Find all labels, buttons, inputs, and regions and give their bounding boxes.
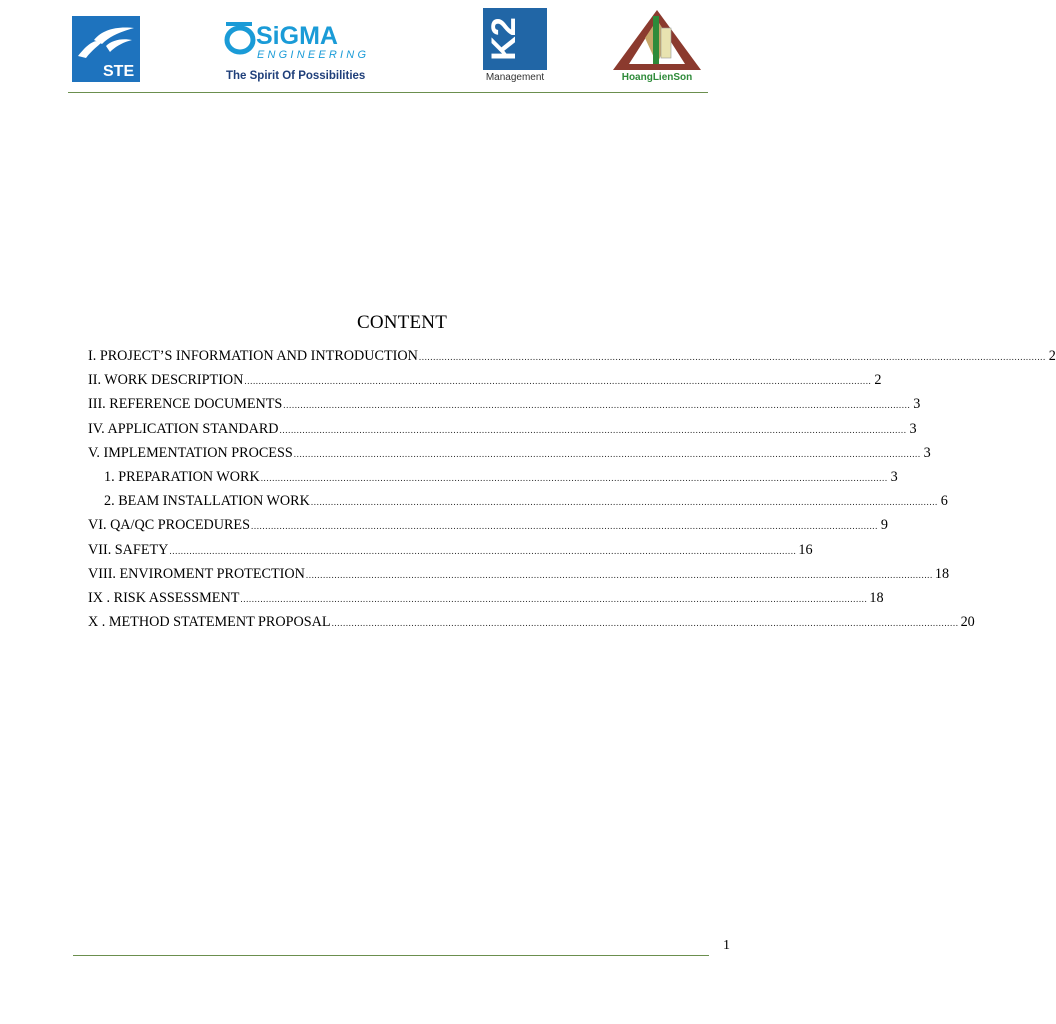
sigma-engineering-logo <box>224 18 400 84</box>
toc-item-label: VI. QA/QC PROCEDURES <box>88 517 250 534</box>
toc-item-page: 3 <box>923 444 931 461</box>
toc-item-page: 3 <box>913 396 921 413</box>
toc-item-label: III. REFERENCE DOCUMENTS <box>88 396 283 413</box>
toc-item-safety[interactable] <box>88 538 813 562</box>
table-of-contents <box>88 344 1056 634</box>
toc-item-work-description[interactable] <box>88 368 882 392</box>
hls-logo-caption: HoangLienSon <box>621 72 693 83</box>
toc-title: CONTENT <box>356 312 448 333</box>
toc-leader-dots: ............................................................................................................................................................................................................................ <box>169 545 797 556</box>
sigma-logo-tagline: The Spirit Of Possibilities <box>226 70 366 82</box>
toc-item-label: V. IMPLEMENTATION PROCESS <box>88 444 293 461</box>
toc-item-page: 2 <box>874 372 882 389</box>
toc-leader-dots: ............................................................................................................................................................................................................................ <box>244 376 872 387</box>
sigma-logo-text: SiGMA <box>256 22 338 50</box>
toc-item-implementation-process[interactable] <box>88 441 931 465</box>
toc-leader-dots: ............................................................................................................................................................................................................................ <box>310 497 938 508</box>
toc-item-environment-protection[interactable] <box>88 562 950 586</box>
ste-logo <box>72 16 140 82</box>
ste-logo-text: STE <box>103 63 135 80</box>
toc-item-label: IV. APPLICATION STANDARD <box>88 420 279 437</box>
toc-leader-dots: ............................................................................................................................................................................................................................ <box>251 521 878 532</box>
toc-leader-dots: ............................................................................................................................................................................................................................ <box>305 569 933 580</box>
toc-item-label: 1. PREPARATION WORK <box>104 468 260 485</box>
toc-leader-dots: ............................................................................................................................................................................................................................ <box>240 593 868 604</box>
toc-item-page: 18 <box>934 565 950 582</box>
toc-item-risk-assessment[interactable] <box>88 586 884 610</box>
toc-item-label: I. PROJECT’S INFORMATION AND INTRODUCTION <box>88 348 418 364</box>
footer-divider <box>73 955 709 956</box>
toc-item-page: 20 <box>960 614 975 631</box>
toc-leader-dots: ............................................................................................................................................................................................................................ <box>331 618 959 629</box>
hoang-lien-son-logo <box>609 8 705 84</box>
toc-leader-dots: ............................................................................................................................................................................................................................ <box>260 472 888 483</box>
k2-management-logo <box>481 8 549 84</box>
toc-item-preparation-work[interactable] <box>88 465 898 489</box>
toc-item-method-statement-proposal[interactable] <box>88 610 975 634</box>
sigma-logo-subtitle: ENGINEERING <box>257 49 370 61</box>
toc-item-page: 16 <box>798 541 813 558</box>
header-divider <box>68 92 708 93</box>
page-number: 1 <box>723 938 730 953</box>
toc-item-beam-installation-work[interactable] <box>88 489 948 513</box>
toc-item-label: IX . RISK ASSESSMENT <box>88 589 240 606</box>
toc-item-qa-qc-procedures[interactable] <box>88 513 888 537</box>
toc-item-page: 6 <box>940 493 948 510</box>
toc-item-application-standard[interactable] <box>88 417 917 441</box>
toc-item-reference-documents[interactable] <box>88 392 921 416</box>
toc-leader-dots: ............................................................................................................................................................................................................................ <box>293 448 921 459</box>
toc-leader-dots: ............................................................................................................................................................................................................................ <box>418 352 1046 362</box>
toc-item-label: X . METHOD STATEMENT PROPOSAL <box>88 614 331 631</box>
toc-item-label: 2. BEAM INSTALLATION WORK <box>104 493 310 510</box>
toc-item-label: VIII. ENVIROMENT PROTECTION <box>88 565 305 582</box>
toc-leader-dots: ............................................................................................................................................................................................................................ <box>283 400 911 411</box>
toc-item-page: 3 <box>890 468 898 485</box>
toc-item-page: 2 <box>1048 348 1056 364</box>
toc-item-label: VII. SAFETY <box>88 541 169 558</box>
toc-item-page: 18 <box>869 589 884 606</box>
toc-item-label: II. WORK DESCRIPTION <box>88 372 244 389</box>
toc-item-page: 9 <box>880 517 888 534</box>
k2-logo-text: K2 <box>485 17 523 61</box>
toc-item-project-information[interactable] <box>88 344 1056 368</box>
toc-item-page: 3 <box>909 420 917 437</box>
toc-leader-dots: ............................................................................................................................................................................................................................ <box>279 424 907 435</box>
k2-logo-caption: Management <box>485 72 545 83</box>
